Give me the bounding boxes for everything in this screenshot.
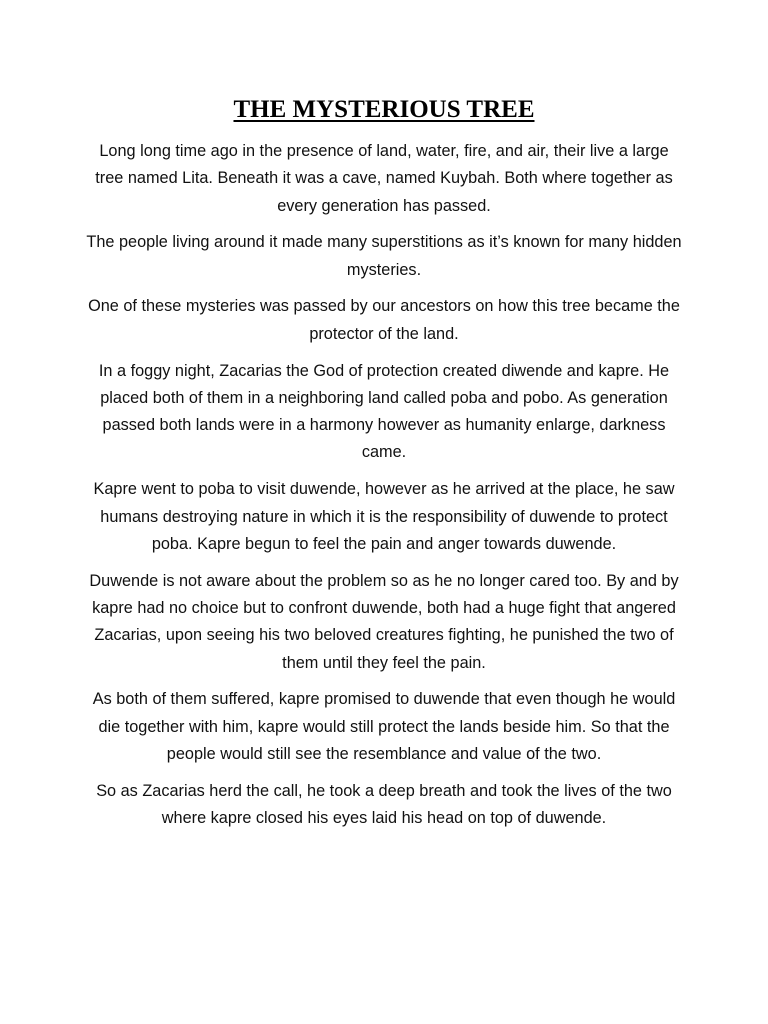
paragraph-8: So as Zacarias herd the call, he took a deep breath and took the lives of the two where kapre closed his eyes laid his head on top of duwende.: [96, 781, 672, 828]
document-title: THE MYSTERIOUS TREE: [233, 96, 535, 123]
paragraph-6: Duwende is not aware about the problem so as he no longer cared too. By and by kapre had no choice but to confront duwende, both had a huge fight that angered Zacarias, upon seeing his two beloved creatures fighting, he punished the two of them until they feel the pain.: [89, 571, 679, 672]
paragraph-4: In a foggy night, Zacarias the God of protection created diwende and kapre. He placed both of them in a neighboring land called poba and pobo. As generation passed both lands were in a harmony however as humanity enlarge, darkness came.: [98, 361, 670, 462]
story-body: [84, 138, 684, 842]
paragraph-3: One of these mysteries was passed by our ancestors on how this tree became the protector of the land.: [88, 297, 680, 343]
paragraph-1: Long long time ago in the presence of land, water, fire, and air, their live a large tree named Lita. Beneath it was a cave, named Kuybah. Both where together as every generation has passed.: [95, 142, 673, 215]
paragraph-2: The people living around it made many superstitions as it’s known for many hidden mysteries.: [86, 233, 682, 279]
paragraph-7: As both of them suffered, kapre promised to duwende that even though he would die together with him, kapre would still protect the lands beside him. So that the people would still see the resemblance and value of the two.: [92, 690, 676, 763]
paragraph-5: Kapre went to poba to visit duwende, however as he arrived at the place, he saw humans destroying nature in which it is the responsibility of duwende to protect poba. Kapre begun to feel the pain and anger towards duwende.: [93, 480, 675, 553]
